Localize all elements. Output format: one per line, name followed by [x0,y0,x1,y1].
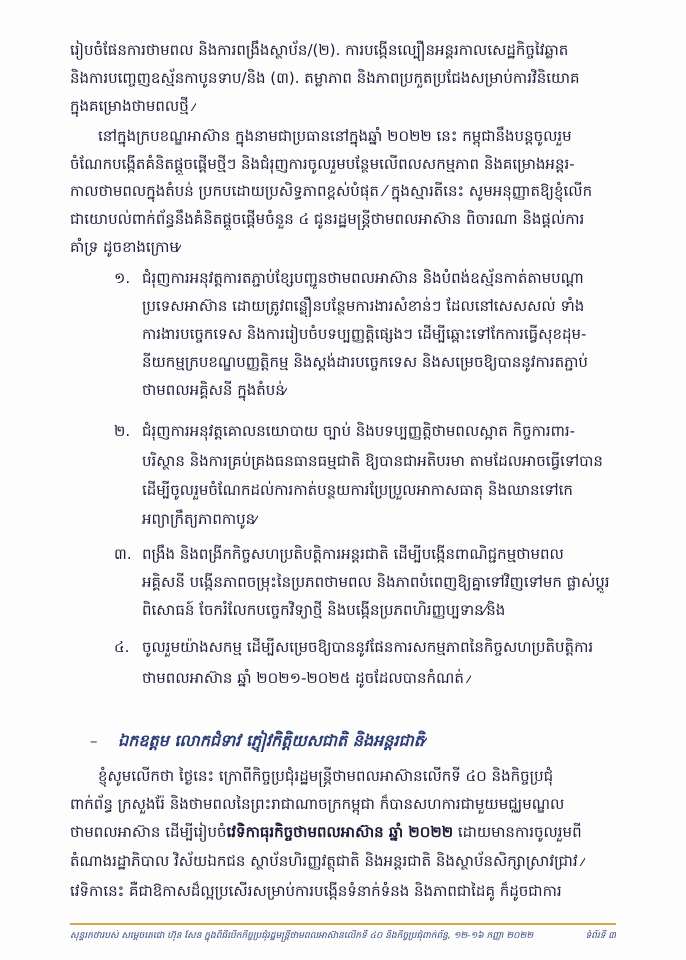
list-item-2-line-2: បរិស្ថាន និងការគ្រប់គ្រងធនធានធម្មជាតិ ឱ្យបានជាអតិបរមា តាមដែលអាចធ្វើទៅបាន [142,452,603,470]
list-item-3-line-2: អគ្គិសនី បង្កើនភាពចម្រុះនៃប្រភពថាមពល និងភាពបំពេញឱ្យគ្នាទៅវិញទៅមក ផ្លាស់ប្តូរ [142,573,610,591]
paragraph-2-line-5: គាំទ្រ ដូចខាងក្រោម⁄ [70,238,182,256]
section-heading: ឯកឧត្តម លោកជំទាវ ភ្ញៀវកិត្តិយសជាតិ និងអន្តរជាតិ⁄ [118,731,427,750]
footer-rule [70,923,616,925]
paragraph-3-line-1: ខ្ញុំសូមលើកថា ថ្ងៃនេះ ក្រោពីកិច្ចប្រជុំរដ្ឋមន្ត្រីថាមពលអាស៊ានលើកទី ៤០ និងកិច្ចប្រជុំ [98,767,554,785]
paragraph-1-line-1: រៀបចំផែនការថាមពល និងការពង្រឹងស្ថាប័ន/(២). ការបង្កើនល្បឿនអន្តរកាលសេដ្ឋកិច្ចវៃឆ្លាត [70,41,569,59]
list-item-3-line-3: ពិសោធន៍ ចែករំលែកបច្ចេកវិទ្យាថ្មី និងបង្កើនប្រភពហិរញ្ញប្បទាន⁄និង [142,601,506,619]
paragraph-2-line-3: កាលថាមពលក្នុងតំបន់ ប្រកបដោយប្រសិទ្ធភាពខ្ពស់បំផុត ⁄ ក្នុងស្មារតីនេះ សូមអនុញ្ញាតឱ្យខ្ញុំលើក [70,182,593,200]
paragraph-3-line-3 [70,821,582,843]
list-item-4-line-2: ថាមពលអាស៊ាន ឆ្នាំ ២០២១-២០២៥ ដូចដែលបានកំណត់ ⁄ [142,669,472,687]
paragraph-3-line-5: វេទិកានេះ គឺជាឱកាសដ៏ល្អប្រសើរសម្រាប់ការបង្កើនទំនាក់ទំនង និងភាពជាដៃគូ ក៏ដូចជាការ [70,882,562,900]
list-item-3-number: ៣. [114,545,132,563]
paragraph-2-line-4: ជាយោបល់ពាក់ព័ន្ធនឹងគំនិតផ្តួចផ្តើមចំនួន ៤ ជូនរដ្ឋមន្ត្រីថាមពលអាស៊ាន ពិចារណា និងផ្តល់ការ [70,210,585,228]
list-item-1-line-1: ជំរុញការអនុវត្តការតភ្ជាប់ខ្សែបញ្ជូនថាមពលអាស៊ាន និងបំពង់ឧស្ម័នកាត់តាមបណ្តា [142,269,584,287]
list-item-4-line-1: ចូលរួមយ៉ាងសកម្ម ដើម្បីសម្រេចឱ្យបាននូវផែនការសកម្មភាពនៃកិច្ចសហប្រតិបត្តិការ [142,638,594,656]
list-item-2-line-4: អព្យាក្រឹត្យភាពកាបូន⁄ [142,510,258,528]
list-item-1-number: ១. [114,269,131,287]
forum-name-bold: វេទិកាធុរកិច្ចថាមពលអាស៊ាន ឆ្នាំ ២០២២ [226,823,454,841]
paragraph-3-line-4: តំណាងរដ្ឋាភិបាល វិស័យឯកជន ស្ថាប័នហិរញ្ញវត្ថុជាតិ និងអន្តរជាតិ និងស្ថាប័នសិក្សាស្រាវជ្រាវ ⁄ [70,852,585,870]
paragraph-2-line-1: នៅក្នុងក្របខណ្ឌអាស៊ាន ក្នុងនាមជាប្រធាននៅក្នុងឆ្នាំ ២០២២ នេះ កម្ពុជានឹងបន្តចូលរួម [98,127,572,145]
list-item-2-line-3: ដើម្បីចូលរួមចំណែកដល់ការកាត់បន្ថយការប្រែប្រួលអាកាសធាតុ និងឈានទៅកេ [142,481,573,499]
paragraph-3-line-3-end: ដោយមានការចូលរួមពី [453,823,582,841]
footer-text: សុន្ទរកថារបស់ សម្តេចតេជោ ហ៊ុន សែន ក្នុងពិធីបើកកិច្ចប្រជុំរដ្ឋមន្ត្រីថាមពលអាស៊ានលើកទី ៤០ និងកិច្ចប្រជុំពាក់ព័ន្ធ, ១២-១៦ កញ្ញា ២០២២ [70,931,534,941]
footer [70,930,616,943]
paragraph-3-line-3-start: ថាមពលអាស៊ាន ដើម្បីរៀបចំ [70,823,227,841]
list-item-1-line-3: ការងារបច្ចេកទេស និងការរៀបចំបទប្បញ្ញត្តិផ្សេងៗ ដើម្បីឆ្ពោះទៅកែការធ្វើសុខដុម- [142,325,587,343]
list-item-3-line-1: ពង្រឹង និងពង្រីកកិច្ចសហប្រតិបត្តិការអន្តរជាតិ ដើម្បីបង្កើនពាណិជ្ជកម្មថាមពល [142,545,564,563]
paragraph-3-line-2: ពាក់ព័ន្ធ ក្រសួងរ៉ែ និងថាមពលនៃព្រះរាជាណាចក្រកម្ពុជា ក៏បានសហការជាមួយមជ្ឈមណ្ឌល [70,795,565,813]
heading-dash: – [90,732,98,750]
list-item-2-line-1: ជំរុញការអនុវត្តគោលនយោបាយ ច្បាប់ និងបទប្បញ្ញត្តិថាមពលស្អាត កិច្ចការពារ- [142,422,576,440]
list-item-1-line-5: ថាមពលអគ្គិសនី ក្នុងតំបន់⁄ [142,381,288,399]
paragraph-2-line-2: ចំណែកបង្កើតគំនិតផ្តួចផ្តើមថ្មីៗ និងជំរុញការចូលរួមបន្ថែមលើពលសកម្មភាព និងគម្រោងអន្តរ- [70,155,575,173]
paragraph-1-line-2: និងការបញ្ចេញឧស្ម័នកាបូនទាប/និង (៣). តម្លាភាព និងភាពប្រកួតប្រជែងសម្រាប់ការវិនិយោគ [70,69,580,87]
paragraph-1-line-3: ក្នុងគម្រោងថាមពលថ្មី ⁄ [70,97,196,115]
page-number: ទំព័រទី ៣ [585,931,616,941]
list-item-4-number: ៤. [114,638,130,656]
list-item-2-number: ២. [114,422,131,440]
list-item-1-line-2: ប្រទេសអាស៊ាន ដោយត្រូវពន្លឿនបន្ថែមការងារសំខាន់ៗ ដែលនៅសេសសល់ ទាំង [142,297,585,315]
list-item-1-line-4: នីយកម្មក្របខណ្ឌបញ្ញត្តិកម្ម និងស្តង់ដារបច្ចេកទេស និងសម្រេចឱ្យបាននូវការតភ្ជាប់ [142,353,588,371]
